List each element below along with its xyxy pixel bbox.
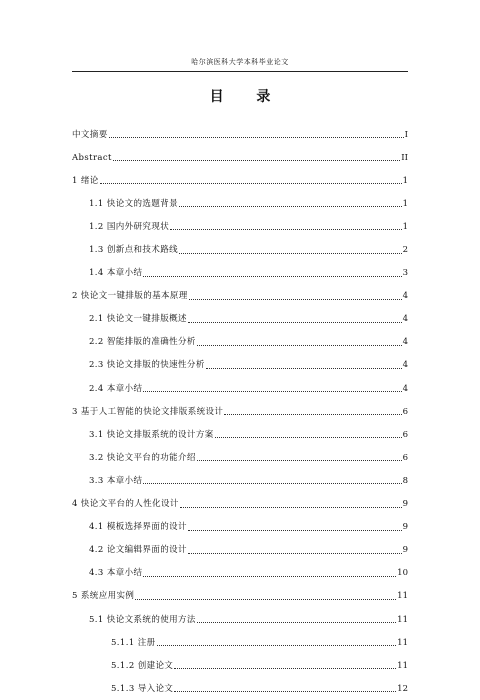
toc-entry[interactable]	[72, 423, 408, 446]
toc-entry-label: 2.2 智能排版的准确性分析	[89, 337, 196, 348]
toc-entry-label: 3.2 快论文平台的功能介绍	[89, 452, 196, 463]
toc-dot-leader	[197, 345, 402, 346]
toc-entry[interactable]	[72, 331, 408, 354]
toc-entry-page-number: 9	[402, 499, 408, 510]
toc-dot-leader	[174, 691, 396, 692]
toc-entry-page-number: II	[401, 152, 408, 163]
toc-dot-leader	[170, 229, 401, 230]
toc-entry[interactable]	[72, 562, 408, 585]
toc-entry[interactable]	[72, 262, 408, 285]
toc-entry-label: 2.4 本章小结	[89, 383, 143, 394]
toc-entry[interactable]	[72, 192, 408, 215]
toc-entry-label: 4 快论文平台的人性化设计	[72, 499, 179, 510]
table-of-contents	[72, 123, 408, 700]
toc-entry-page-number: 1	[402, 221, 408, 232]
toc-dot-leader	[179, 253, 402, 254]
toc-entry[interactable]	[72, 308, 408, 331]
toc-entry[interactable]	[72, 539, 408, 562]
toc-dot-leader	[143, 576, 396, 577]
toc-entry[interactable]	[72, 215, 408, 238]
toc-entry-label: 1.2 国内外研究现状	[89, 221, 170, 232]
toc-dot-leader	[188, 530, 402, 531]
toc-dot-leader	[197, 622, 396, 623]
toc-entry-label: 3.1 快论文排版系统的设计方案	[89, 429, 214, 440]
toc-entry-label: 2 快论文一键排版的基本原理	[72, 291, 188, 302]
toc-entry-label: 3.3 本章小结	[89, 475, 143, 486]
toc-entry[interactable]	[72, 123, 408, 146]
toc-entry-label: 3 基于人工智能的快论文排版系统设计	[72, 406, 224, 417]
toc-dot-leader	[215, 437, 402, 438]
header-rule	[72, 71, 408, 72]
toc-entry-page-number: 6	[402, 406, 408, 417]
toc-entry-page-number: 12	[397, 683, 408, 694]
toc-entry[interactable]	[72, 516, 408, 539]
toc-entry-page-number: 4	[402, 337, 408, 348]
toc-entry-label: 5.1.3 导入论文	[111, 683, 174, 694]
toc-entry-label: 4.1 模板选择界面的设计	[89, 522, 187, 533]
toc-dot-leader	[206, 368, 402, 369]
toc-entry-page-number: 6	[402, 429, 408, 440]
toc-entry[interactable]	[72, 677, 408, 700]
toc-entry-page-number: 1	[402, 198, 408, 209]
toc-dot-leader	[113, 160, 400, 161]
toc-entry-label: 5.1.2 创建论文	[111, 660, 174, 671]
toc-entry-page-number: 4	[402, 383, 408, 394]
toc-entry[interactable]	[72, 377, 408, 400]
toc-entry-label: 中文摘要	[72, 129, 108, 140]
toc-entry-page-number: 9	[402, 522, 408, 533]
toc-entry-page-number: 6	[402, 452, 408, 463]
toc-entry-label: 1.4 本章小结	[89, 268, 143, 279]
toc-entry[interactable]	[72, 238, 408, 261]
toc-entry-label: Abstract	[72, 152, 112, 163]
toc-dot-leader	[100, 183, 402, 184]
toc-entry-page-number: 1	[402, 175, 408, 186]
toc-entry[interactable]	[72, 608, 408, 631]
toc-entry-page-number: 11	[397, 614, 408, 625]
toc-dot-leader	[179, 206, 402, 207]
toc-dot-leader	[197, 460, 402, 461]
toc-dot-leader	[157, 645, 397, 646]
toc-entry-page-number: 4	[402, 291, 408, 302]
toc-dot-leader	[143, 483, 401, 484]
toc-entry-page-number: 3	[402, 268, 408, 279]
toc-entry[interactable]	[72, 169, 408, 192]
toc-entry-page-number: I	[404, 129, 408, 140]
toc-entry-label: 5 系统应用实例	[72, 591, 135, 602]
toc-entry-page-number: 11	[397, 591, 408, 602]
toc-dot-leader	[109, 137, 404, 138]
toc-entry-label: 4.3 本章小结	[89, 568, 143, 579]
toc-dot-leader	[188, 322, 402, 323]
toc-entry-page-number: 4	[402, 314, 408, 325]
toc-entry-label: 5.1.1 注册	[111, 637, 156, 648]
running-header: 哈尔滨医科大学本科毕业论文	[191, 58, 289, 66]
toc-entry-label: 1 绪论	[72, 175, 99, 186]
toc-entry-label: 1.1 快论文的选题背景	[89, 198, 179, 209]
toc-dot-leader	[143, 276, 401, 277]
toc-dot-leader	[135, 599, 396, 600]
toc-entry[interactable]	[72, 285, 408, 308]
toc-entry-label: 5.1 快论文系统的使用方法	[89, 614, 196, 625]
toc-entry-label: 4.2 论文编辑界面的设计	[89, 545, 187, 556]
toc-entry-page-number: 2	[402, 245, 408, 256]
toc-entry-page-number: 10	[397, 568, 408, 579]
toc-dot-leader	[224, 414, 401, 415]
toc-entry[interactable]	[72, 654, 408, 677]
toc-entry-label: 2.3 快论文排版的快速性分析	[89, 360, 205, 371]
toc-dot-leader	[174, 668, 396, 669]
toc-dot-leader	[188, 553, 402, 554]
toc-entry[interactable]	[72, 469, 408, 492]
toc-dot-leader	[180, 507, 402, 508]
toc-title: 目 录	[209, 89, 285, 105]
toc-entry[interactable]	[72, 585, 408, 608]
toc-entry-page-number: 8	[402, 475, 408, 486]
toc-entry-page-number: 9	[402, 545, 408, 556]
toc-dot-leader	[143, 391, 401, 392]
toc-dot-leader	[189, 299, 402, 300]
toc-entry[interactable]	[72, 354, 408, 377]
toc-entry-label: 1.3 创新点和技术路线	[89, 245, 179, 256]
toc-entry-page-number: 4	[402, 360, 408, 371]
toc-entry-page-number: 11	[397, 660, 408, 671]
toc-entry-label: 2.1 快论文一键排版概述	[89, 314, 187, 325]
toc-entry[interactable]	[72, 146, 408, 169]
toc-entry-page-number: 11	[397, 637, 408, 648]
toc-entry[interactable]	[72, 493, 408, 516]
toc-entry[interactable]	[72, 400, 408, 423]
toc-entry[interactable]	[72, 631, 408, 654]
toc-entry[interactable]	[72, 446, 408, 469]
